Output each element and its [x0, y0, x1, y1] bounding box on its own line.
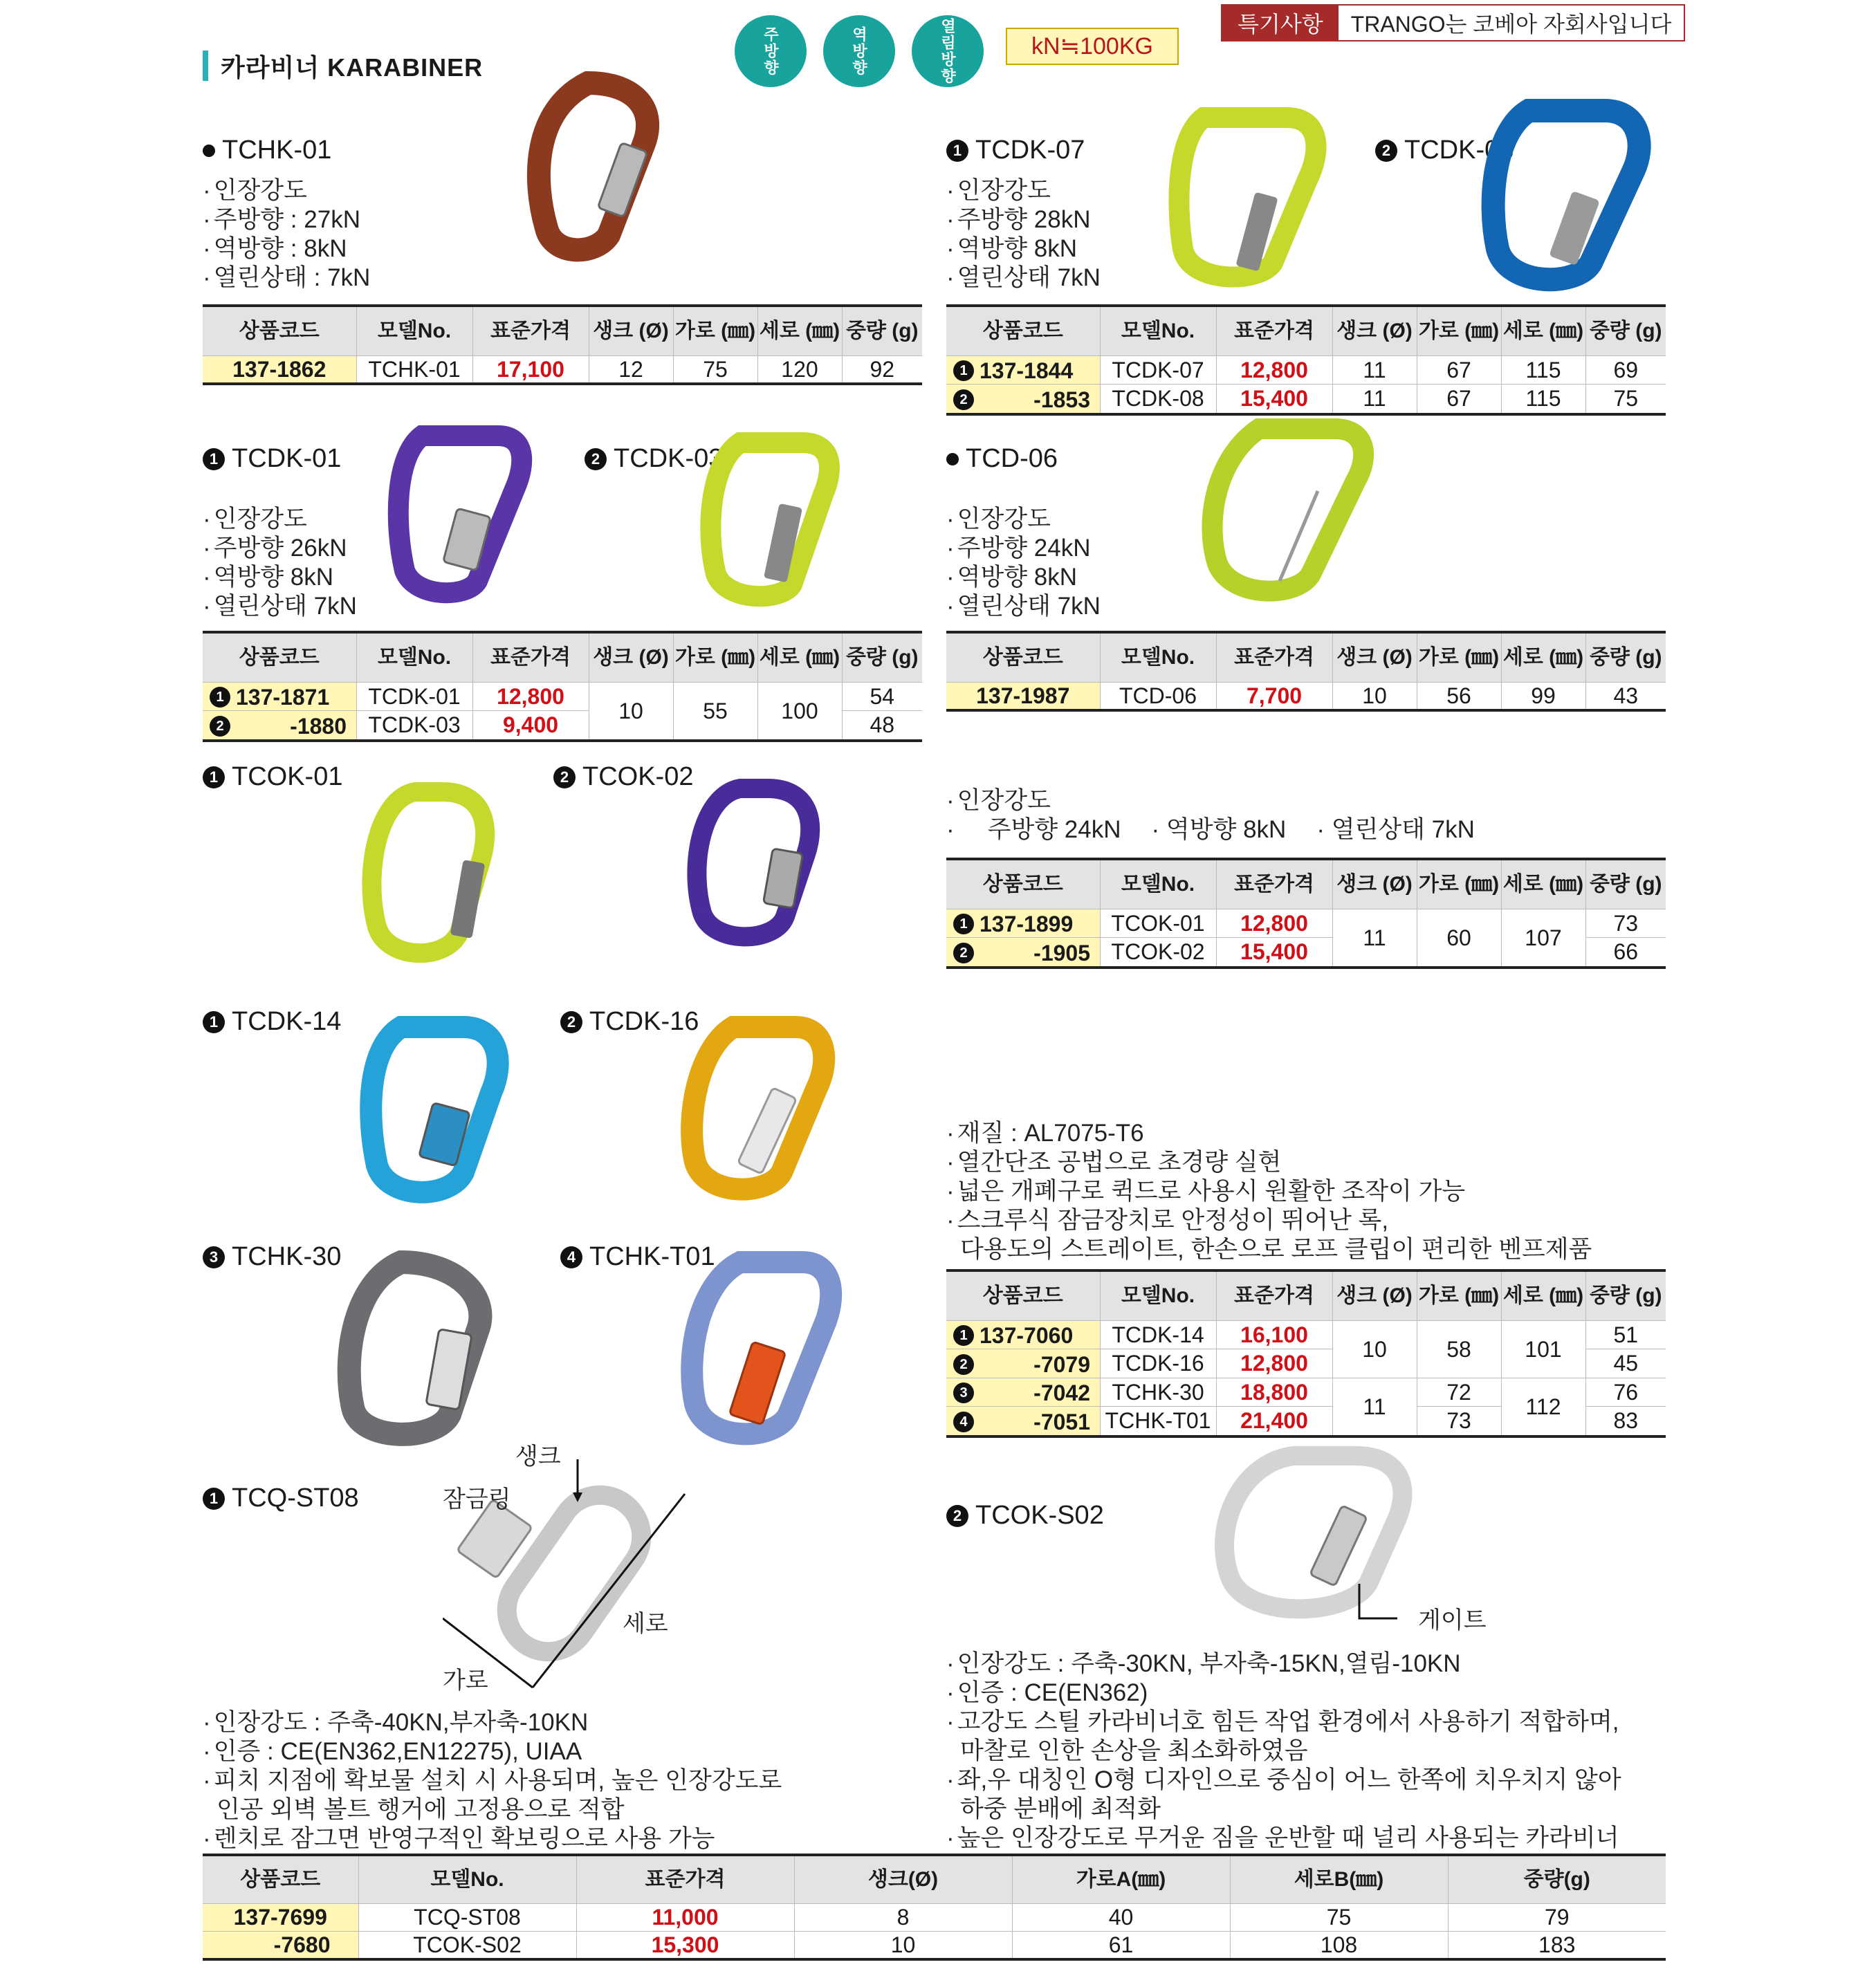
cell-width: 73: [1417, 1407, 1501, 1436]
spec-item: · 고강도 스틸 카라비너호 힘든 작업 환경에서 사용하기 적합하며,: [946, 1708, 1621, 1737]
cell-width: 40: [1012, 1903, 1230, 1931]
cell-price: 7,700: [1216, 682, 1332, 710]
cell-weight: 92: [842, 355, 922, 384]
spec-item: · 열린상태 : 7kN: [203, 264, 370, 293]
spec-item-text: 열린상태 7kN: [1331, 816, 1475, 843]
col-header-weight: 중량 (g): [1585, 632, 1666, 682]
special-note: [1221, 4, 1685, 41]
heading-text: TCDK-07: [975, 136, 1085, 165]
callout-height: 세로: [623, 1611, 668, 1637]
badge-open-direction: 열림방향: [912, 15, 984, 87]
spec-item: · 주방향 : 27kN: [203, 205, 370, 234]
table-row: [946, 682, 1666, 710]
code-text: -1880: [290, 713, 347, 739]
spec-item-continuation: 마찰로 인한 손상을 최소화하였음: [960, 1737, 1308, 1764]
table-header-row: [946, 306, 1666, 355]
cell-height: 108: [1230, 1931, 1448, 1959]
spec-list-tcoks02: [946, 1649, 1621, 1853]
col-header-weight: 중량(g): [1448, 1855, 1666, 1903]
heading-text: TCOK-01: [232, 762, 343, 791]
col-header-price: 표준가격: [472, 632, 589, 682]
badge-reverse-direction: 역방향: [823, 15, 895, 87]
table-header-row: [203, 632, 922, 682]
spec-item: · 재질 : AL7075-T6: [946, 1119, 1592, 1148]
spec-item: · 렌치로 잠그면 반영구적인 확보링으로 사용 가능: [203, 1824, 782, 1854]
cell-code: 137-1862: [203, 355, 356, 384]
carabiner-image-tcdk08: [1460, 90, 1653, 297]
heading-text: TCHK-30: [232, 1242, 342, 1271]
code-text: -1853: [1033, 387, 1090, 412]
heading-text: TCDK-14: [232, 1007, 342, 1036]
heading-tcd06: [946, 444, 1058, 474]
col-header-price: 표준가격: [1216, 306, 1332, 355]
callout-lock-ring: 잠금링: [443, 1486, 511, 1513]
carabiner-image-tcdk14: [339, 1006, 519, 1214]
cell-shank: 11: [1332, 385, 1417, 414]
cell-model: TCOK-02: [1100, 938, 1216, 968]
col-header-code: 상품코드: [946, 1270, 1100, 1320]
row-number-icon: 4: [953, 1412, 974, 1432]
page-title-text: 카라비너 KARABINER: [221, 53, 484, 82]
spec-item: · 인장강도 : 주축-30KN, 부자축-15KN,열림-10KN: [946, 1649, 1621, 1679]
col-header-model: 모델No.: [1100, 859, 1216, 909]
number-2-icon: 2: [585, 448, 607, 470]
spec-list-tcok: [946, 786, 1475, 844]
cell-price: 17,100: [472, 355, 589, 384]
table-row: [203, 355, 922, 384]
cell-height: 99: [1501, 682, 1585, 710]
cell-weight: 83: [1585, 1407, 1666, 1436]
cell-model: TCOK-01: [1100, 909, 1216, 938]
number-1-icon: 1: [203, 448, 225, 470]
cell-weight: 66: [1585, 938, 1666, 968]
table-row: [946, 1378, 1666, 1407]
number-2-icon: 2: [1375, 140, 1397, 162]
spec-item: · 인증 : CE(EN362,EN12275), UIAA: [203, 1737, 782, 1766]
spec-item-text: 역방향 8kN: [1166, 816, 1287, 843]
carabiner-image-tcd06: [1176, 415, 1383, 616]
col-header-code: 상품코드: [203, 306, 356, 355]
row-number-icon: 2: [210, 716, 230, 737]
carabiner-image-tcdk07: [1148, 97, 1342, 297]
row-number-icon: 1: [953, 914, 974, 934]
spec-item: · 열간단조 공법으로 초경량 실현: [946, 1148, 1592, 1177]
col-header-shank: 생크 (Ø): [1332, 859, 1417, 909]
row-number-icon: 2: [953, 943, 974, 963]
cell-model: TCDK-03: [356, 711, 472, 741]
spec-item: · 역방향 8kN: [946, 234, 1101, 264]
heading-text: TCHK-01: [222, 136, 332, 165]
spec-item: · 피치 지점에 확보물 설치 시 사용되며, 높은 인장강도로: [203, 1766, 782, 1795]
heading-tcdk07: [946, 136, 1085, 165]
col-header-model: 모델No.: [356, 632, 472, 682]
title-accent-bar: [203, 50, 208, 81]
col-header-shank: 생크 (Ø): [1332, 1270, 1417, 1320]
table-header-row: [946, 1270, 1666, 1320]
table-header-row: [946, 632, 1666, 682]
cell-weight: 75: [1585, 385, 1666, 414]
table-tcd06: [946, 631, 1666, 712]
spec-item: · 인장강도: [946, 505, 1101, 534]
cell-width: 60: [1417, 909, 1501, 968]
special-note-label: 특기사항: [1222, 6, 1339, 40]
carabiner-image-tchk30: [318, 1241, 512, 1456]
spec-item: · 인장강도: [946, 786, 1475, 815]
cell-code: 137-7699: [203, 1903, 358, 1931]
spec-item: · 역방향 8kN: [203, 563, 357, 592]
code-text: 137-1871: [236, 685, 330, 710]
code-text: -7042: [1033, 1380, 1090, 1406]
col-header-price: 표준가격: [472, 306, 589, 355]
cell-code: 137-1987: [946, 682, 1100, 710]
heading-text: TCQ-ST08: [232, 1484, 359, 1513]
table-tcok: [946, 858, 1666, 969]
spec-item: · 역방향 8kN: [946, 563, 1101, 592]
col-header-weight: 중량 (g): [842, 306, 922, 355]
cell-code: [203, 711, 356, 741]
cell-shank: 11: [1332, 355, 1417, 385]
spec-list-group4: [946, 1119, 1592, 1264]
cell-height: 112: [1501, 1378, 1585, 1436]
cell-code: [203, 682, 356, 711]
heading-text: TCOK-S02: [975, 1501, 1104, 1530]
cell-model: TCDK-08: [1100, 385, 1216, 414]
cell-weight: 43: [1585, 682, 1666, 710]
spec-item: · 인증 : CE(EN362): [946, 1679, 1621, 1708]
carabiner-image-tcdk16: [657, 1006, 837, 1214]
cell-width: 67: [1417, 385, 1501, 414]
col-header-shank: 생크 (Ø): [589, 306, 673, 355]
cell-width: 55: [673, 682, 757, 741]
table-row: [946, 909, 1666, 938]
spec-item-continuation: 인공 외벽 볼트 행거에 고정용으로 적합: [217, 1796, 625, 1823]
cell-weight: 76: [1585, 1378, 1666, 1407]
cell-code: [946, 1378, 1100, 1407]
col-header-width: 가로A(㎜): [1012, 1855, 1230, 1903]
spec-item: · 주방향 28kN: [946, 205, 1101, 234]
cell-weight: 48: [842, 711, 922, 741]
cell-price: 12,800: [1216, 909, 1332, 938]
heading-tcqst08: [203, 1484, 359, 1513]
spec-list-tcqst08: [203, 1708, 782, 1854]
col-header-height: 세로B(㎜): [1230, 1855, 1448, 1903]
carabiner-image-tchk01: [505, 69, 671, 263]
cell-height: 120: [757, 355, 842, 384]
cell-height: 115: [1501, 385, 1585, 414]
cell-weight: 54: [842, 682, 922, 711]
heading-text: TCDK-16: [589, 1007, 699, 1036]
cell-height: 100: [757, 682, 842, 741]
table-bottom: [203, 1854, 1666, 1961]
heading-tcoks02: [946, 1501, 1104, 1531]
code-text: 137-1899: [980, 912, 1074, 937]
col-header-width: 가로 (㎜): [1417, 306, 1501, 355]
cell-price: 12,800: [1216, 1349, 1332, 1378]
heading-text: TCOK-02: [582, 762, 694, 791]
carabiner-image-tcdk01: [367, 422, 533, 609]
number-1-icon: 1: [203, 1488, 225, 1510]
number-1-icon: 1: [203, 1011, 225, 1033]
heading-tchk01: [203, 136, 331, 165]
col-header-shank: 생크 (Ø): [1332, 632, 1417, 682]
callout-width: 가로: [443, 1667, 488, 1694]
carabiner-image-tcok01: [339, 778, 505, 972]
number-1-icon: 1: [946, 140, 968, 162]
cell-price: 12,800: [1216, 355, 1332, 385]
cell-width: 72: [1417, 1378, 1501, 1407]
spec-item: · 열린상태 7kN: [1316, 816, 1475, 843]
spec-item: · 인장강도: [203, 505, 357, 534]
cell-price: 15,400: [1216, 385, 1332, 414]
table-row: [946, 355, 1666, 385]
cell-shank: 10: [1332, 682, 1417, 710]
col-header-price: 표준가격: [1216, 859, 1332, 909]
row-number-icon: 3: [953, 1383, 974, 1403]
code-text: -7079: [1033, 1351, 1090, 1377]
col-header-model: 모델No.: [1100, 1270, 1216, 1320]
cell-price: 16,100: [1216, 1320, 1332, 1349]
spec-item: · 인장강도: [203, 176, 370, 205]
number-2-icon: 2: [946, 1505, 968, 1527]
heading-tcdk01: [203, 444, 341, 474]
table-row: [203, 1931, 1666, 1959]
spec-item: · 역방향 : 8kN: [203, 234, 370, 264]
cell-price: 21,400: [1216, 1407, 1332, 1436]
col-header-weight: 중량 (g): [1585, 306, 1666, 355]
cell-code: [946, 355, 1100, 385]
carabiner-image-tcdk03: [678, 429, 844, 616]
table-row: [946, 385, 1666, 414]
col-header-model: 모델No.: [1100, 632, 1216, 682]
cell-shank: 11: [1332, 1378, 1417, 1436]
cell-model: TCHK-01: [356, 355, 472, 384]
spec-item: · 주방향 26kN: [203, 534, 357, 563]
spec-item: · 인장강도: [946, 176, 1101, 205]
table-group4: [946, 1269, 1666, 1438]
cell-shank: 10: [794, 1931, 1012, 1959]
col-header-width: 가로 (㎜): [673, 306, 757, 355]
cell-model: TCHK-T01: [1100, 1407, 1216, 1436]
heading-text: TCDK-03: [614, 444, 724, 473]
special-note-text: TRANGO는 코베아 자회사입니다: [1339, 6, 1684, 40]
col-header-height: 세로 (㎜): [1501, 859, 1585, 909]
spec-item-continuation: 하중 분배에 최적화: [960, 1795, 1161, 1822]
cell-weight: 183: [1448, 1931, 1666, 1959]
cell-code: -7680: [203, 1931, 358, 1959]
cell-model: TCHK-30: [1100, 1378, 1216, 1407]
cell-height: 75: [1230, 1903, 1448, 1931]
col-header-model: 모델No.: [358, 1855, 576, 1903]
carabiner-image-tcoks02: [1190, 1442, 1425, 1643]
row-number-icon: 1: [953, 360, 974, 381]
spec-item: · 넓은 개폐구로 퀵드로 사용시 원활한 조작이 가능: [946, 1177, 1592, 1206]
cell-height: 115: [1501, 355, 1585, 385]
carabiner-image-tcok02: [664, 775, 830, 954]
col-header-width: 가로 (㎜): [1417, 632, 1501, 682]
cell-width: 61: [1012, 1931, 1230, 1959]
row-number-icon: 2: [953, 389, 974, 410]
table-header-row: [203, 306, 922, 355]
col-header-height: 세로 (㎜): [757, 306, 842, 355]
col-header-width: 가로 (㎜): [673, 632, 757, 682]
spec-item: · 역방향 8kN: [1151, 816, 1287, 843]
callout-gate: 게이트: [1418, 1607, 1487, 1634]
col-header-height: 세로 (㎜): [1501, 306, 1585, 355]
spec-item-row: [946, 815, 1475, 844]
code-text: 137-1844: [980, 358, 1074, 384]
cell-weight: 79: [1448, 1903, 1666, 1931]
col-header-code: 상품코드: [203, 1855, 358, 1903]
col-header-code: 상품코드: [203, 632, 356, 682]
spec-list-tchk01: [203, 176, 370, 293]
cell-model: TCDK-07: [1100, 355, 1216, 385]
cell-shank: 11: [1332, 909, 1417, 968]
col-header-shank: 생크 (Ø): [589, 632, 673, 682]
cell-weight: 45: [1585, 1349, 1666, 1378]
bullet-dot-icon: [946, 453, 959, 465]
cell-width: 58: [1417, 1320, 1501, 1378]
heading-text: TCDK-01: [232, 444, 342, 473]
cell-width: 67: [1417, 355, 1501, 385]
table-tcdk0708: [946, 304, 1666, 416]
cell-model: TCDK-16: [1100, 1349, 1216, 1378]
col-header-code: 상품코드: [946, 859, 1100, 909]
cell-model: TCD-06: [1100, 682, 1216, 710]
cell-height: 107: [1501, 909, 1585, 968]
heading-tcok01: [203, 762, 342, 792]
cell-shank: 8: [794, 1903, 1012, 1931]
cell-width: 56: [1417, 682, 1501, 710]
cell-price: 9,400: [472, 711, 589, 741]
kn-conversion-note: kN≒100KG: [1006, 28, 1179, 65]
cell-code: [946, 909, 1100, 938]
cell-price: 15,300: [576, 1931, 794, 1959]
cell-shank: 10: [589, 682, 673, 741]
col-header-height: 세로 (㎜): [1501, 632, 1585, 682]
col-header-price: 표준가격: [1216, 1270, 1332, 1320]
number-4-icon: 4: [560, 1246, 582, 1268]
spec-list-tcdk0103: [203, 505, 357, 621]
col-header-shank: 생크 (Ø): [1332, 306, 1417, 355]
spec-list-tcd06: [946, 505, 1101, 621]
heading-text: TCHK-T01: [589, 1242, 715, 1271]
number-1-icon: 1: [203, 766, 225, 788]
spec-item-continuation: 다용도의 스트레이트, 한손으로 로프 클립이 편리한 벤프제품: [960, 1236, 1592, 1263]
spec-item: · 높은 인장강도로 무거운 짐을 운반할 때 널리 사용되는 카라비너: [946, 1824, 1621, 1853]
page-title: [203, 48, 483, 83]
col-header-width: 가로 (㎜): [1417, 1270, 1501, 1320]
table-header-row: [946, 859, 1666, 909]
cell-price: 12,800: [472, 682, 589, 711]
cell-code: [946, 385, 1100, 414]
col-header-width: 가로 (㎜): [1417, 859, 1501, 909]
spec-item: · 주방향 24kN: [987, 816, 1121, 843]
table-row: [203, 682, 922, 711]
cell-code: [946, 1349, 1100, 1378]
code-text: -7051: [1033, 1409, 1090, 1434]
col-header-shank: 생크(Ø): [794, 1855, 1012, 1903]
table-header-row: [203, 1855, 1666, 1903]
code-text: 137-7060: [980, 1323, 1074, 1349]
cell-model: TCDK-14: [1100, 1320, 1216, 1349]
cell-price: 18,800: [1216, 1378, 1332, 1407]
carabiner-image-tchkt01: [657, 1241, 851, 1456]
heading-text: TCD-06: [966, 444, 1058, 473]
number-2-icon: 2: [553, 766, 576, 788]
cell-width: 75: [673, 355, 757, 384]
spec-item: · 좌,우 대칭인 O형 디자인으로 중심이 어느 한쪽에 치우치지 않아: [946, 1766, 1621, 1795]
cell-weight: 51: [1585, 1320, 1666, 1349]
spec-item: · 열린상태 7kN: [946, 264, 1101, 293]
col-header-weight: 중량 (g): [1585, 1270, 1666, 1320]
spec-item: · 열린상태 7kN: [203, 592, 357, 621]
row-number-icon: 1: [210, 687, 230, 708]
table-row: [946, 1320, 1666, 1349]
cell-shank: 10: [1332, 1320, 1417, 1378]
col-header-model: 모델No.: [1100, 306, 1216, 355]
col-header-height: 세로 (㎜): [757, 632, 842, 682]
row-number-icon: 1: [953, 1325, 974, 1346]
spec-item: · 인장강도 : 주축-40KN,부자축-10KN: [203, 1708, 782, 1737]
col-header-height: 세로 (㎜): [1501, 1270, 1585, 1320]
cell-weight: 69: [1585, 355, 1666, 385]
col-header-weight: 중량 (g): [1585, 859, 1666, 909]
col-header-price: 표준가격: [1216, 632, 1332, 682]
number-2-icon: 2: [560, 1011, 582, 1033]
badge-main-direction: 주방향: [735, 15, 807, 87]
spec-item: · 주방향 24kN: [946, 534, 1101, 563]
row-number-icon: 2: [953, 1354, 974, 1375]
table-tcdk0103: [203, 631, 922, 742]
table-tchk01: [203, 304, 922, 385]
bullet-dot-icon: [203, 145, 215, 157]
col-header-code: 상품코드: [946, 632, 1100, 682]
cell-weight: 73: [1585, 909, 1666, 938]
cell-model: TCOK-S02: [358, 1931, 576, 1959]
cell-code: [946, 1407, 1100, 1436]
code-text: -1905: [1033, 940, 1090, 965]
spec-item: · 열린상태 7kN: [946, 592, 1101, 621]
cell-code: [946, 938, 1100, 968]
cell-code: [946, 1320, 1100, 1349]
number-3-icon: 3: [203, 1246, 225, 1268]
col-header-price: 표준가격: [576, 1855, 794, 1903]
col-header-code: 상품코드: [946, 306, 1100, 355]
table-row: [203, 1903, 1666, 1931]
cell-model: TCQ-ST08: [358, 1903, 576, 1931]
spec-list-tcdk0708: [946, 176, 1101, 293]
heading-text: TCDK-08: [1404, 136, 1514, 165]
cell-shank: 12: [589, 355, 673, 384]
col-header-model: 모델No.: [356, 306, 472, 355]
cell-price: 11,000: [576, 1903, 794, 1931]
col-header-weight: 중량 (g): [842, 632, 922, 682]
spec-item: · 스크루식 잠금장치로 안정성이 뛰어난 록,: [946, 1206, 1592, 1235]
heading-tcdk14: [203, 1007, 341, 1037]
cell-height: 101: [1501, 1320, 1585, 1378]
cell-price: 15,400: [1216, 938, 1332, 968]
cell-model: TCDK-01: [356, 682, 472, 711]
callout-shank: 생크: [515, 1443, 561, 1470]
